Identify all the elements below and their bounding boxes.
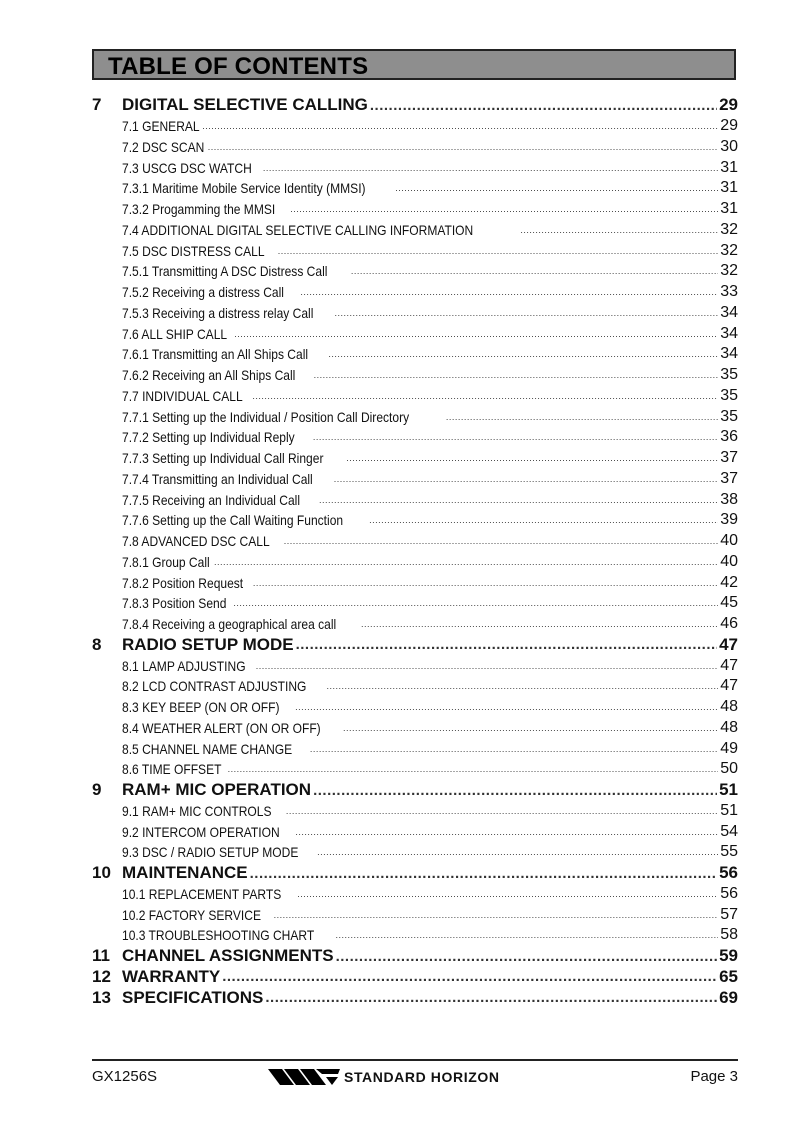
toc-entry-title: 7.3.1 Maritime Mobile Service Identity (MMSI) (122, 180, 366, 197)
toc-section-row (92, 323, 738, 344)
toc-chapter-number: 9 (92, 780, 102, 800)
toc-page-number: 56 (720, 884, 738, 902)
toc-dot-leader (343, 723, 718, 733)
footer-divider (92, 1059, 738, 1061)
toc-dot-leader (286, 806, 718, 816)
toc-entry-content (122, 221, 738, 239)
toc-dot-leader (278, 246, 718, 256)
toc-chapter-row (92, 946, 738, 967)
toc-entry-title: 8.3 KEY BEEP (ON OR OFF) (122, 699, 280, 716)
page-number: Page 3 (690, 1068, 738, 1085)
toc-chapter-row (92, 780, 738, 801)
toc-dot-leader (274, 910, 719, 920)
toc-page-number: 34 (720, 324, 738, 342)
toc-dot-leader (346, 453, 718, 463)
toc-page-number: 65 (719, 966, 738, 986)
toc-entry-content (122, 967, 738, 987)
toc-section-row (92, 386, 738, 407)
toc-entry-title: DIGITAL SELECTIVE CALLING (122, 95, 368, 115)
toc-entry-title: 7.6.1 Transmitting an All Ships Call (122, 346, 309, 363)
toc-entry-title: 7.6.2 Receiving an All Ships Call (122, 367, 296, 384)
toc-entry-title: 7.7.2 Setting up Individual Reply (122, 429, 295, 446)
toc-entry-title: 8.5 CHANNEL NAME CHANGE (122, 740, 293, 757)
toc-entry-content (122, 988, 738, 1008)
toc-entry-content (122, 657, 738, 675)
toc-section-row (92, 572, 738, 593)
toc-entry-content (122, 262, 738, 280)
toc-entry-content (122, 179, 738, 197)
toc-dot-leader (370, 97, 717, 114)
toc-entry-title: 7.7 INDIVIDUAL CALL (122, 387, 243, 404)
toc-entry-title: 7.5.1 Transmitting A DSC Distress Call (122, 263, 328, 280)
toc-dot-leader (336, 948, 718, 965)
toc-entry-content (122, 470, 738, 488)
toc-page-number: 54 (720, 822, 738, 840)
toc-dot-leader (253, 578, 718, 588)
toc-section-row (92, 365, 738, 386)
toc-section-row (92, 178, 738, 199)
toc-dot-leader (335, 308, 719, 318)
toc-dot-leader (295, 827, 718, 837)
toc-chapter-number: 7 (92, 95, 102, 115)
toc-section-row (92, 240, 738, 261)
toc-entry-title: 8.1 LAMP ADJUSTING (122, 657, 246, 674)
toc-section-row (92, 489, 738, 510)
toc-page-number: 35 (720, 366, 738, 384)
toc-dot-leader (395, 183, 718, 193)
toc-page-number: 59 (719, 946, 738, 966)
toc-section-row (92, 282, 738, 303)
toc-entry-title: 7.8.3 Position Send (122, 595, 227, 612)
toc-dot-leader (290, 204, 718, 214)
toc-section-row (92, 552, 738, 573)
toc-page-number: 34 (720, 303, 738, 321)
toc-entry-title: 7.8.4 Receiving a geographical area call (122, 616, 337, 633)
toc-dot-leader (300, 287, 718, 297)
toc-entry-content (122, 574, 738, 592)
toc-entry-content (122, 946, 738, 966)
toc-entry-content (122, 511, 738, 529)
toc-dot-leader (326, 681, 718, 691)
toc-entry-title: 8.2 LCD CONTRAST ADJUSTING (122, 678, 307, 695)
toc-chapter-number: 8 (92, 634, 102, 654)
toc-page-number: 34 (720, 345, 738, 363)
toc-dot-leader (336, 930, 719, 940)
toc-section-row (92, 137, 738, 158)
toc-section-row (92, 427, 738, 448)
toc-entry-title: 7.8.2 Position Request (122, 574, 244, 591)
toc-page-number: 29 (720, 117, 738, 135)
toc-entry-title: 9.2 INTERCOM OPERATION (122, 823, 280, 840)
toc-entry-title: 7.7.4 Transmitting an Individual Call (122, 470, 313, 487)
toc-page-number: 58 (720, 926, 738, 944)
toc-entry-content (122, 95, 738, 115)
toc-entry-title: 10.1 REPLACEMENT PARTS (122, 885, 282, 902)
table-of-contents (92, 95, 738, 1008)
toc-dot-leader (319, 495, 718, 505)
toc-section-row (92, 510, 738, 531)
toc-section-row (92, 199, 738, 220)
toc-entry-content (122, 304, 738, 322)
toc-page-number: 42 (720, 573, 738, 591)
toc-page-number: 35 (720, 386, 738, 404)
toc-chapter-number: 11 (92, 946, 110, 966)
toc-dot-leader (284, 536, 719, 546)
toc-entry-title: 9.1 RAM+ MIC CONTROLS (122, 802, 272, 819)
toc-entry-content (122, 387, 738, 405)
toc-dot-leader (233, 598, 718, 608)
toc-chapter-row (92, 635, 738, 656)
toc-entry-content (122, 863, 738, 883)
toc-section-row (92, 801, 738, 822)
toc-page-number: 51 (719, 780, 738, 800)
toc-entry-content (122, 677, 738, 695)
toc-entry-content (122, 926, 738, 944)
toc-page-number: 69 (719, 987, 738, 1007)
toc-entry-content (122, 138, 738, 156)
toc-dot-leader (520, 225, 718, 235)
toc-entry-content (122, 719, 738, 737)
toc-entry-content (122, 532, 738, 550)
toc-page-number: 31 (720, 200, 738, 218)
toc-entry-title: SPECIFICATIONS (122, 987, 264, 1007)
toc-dot-leader (295, 702, 718, 712)
toc-page-number: 51 (720, 801, 738, 819)
toc-page-number: 37 (720, 449, 738, 467)
toc-entry-content (122, 843, 738, 861)
toc-page-number: 55 (720, 843, 738, 861)
toc-page-number: 47 (720, 677, 738, 695)
toc-dot-leader (314, 370, 719, 380)
toc-section-row (92, 904, 738, 925)
standard-horizon-logo-icon (268, 1066, 340, 1088)
toc-dot-leader (214, 557, 718, 567)
toc-chapter-row (92, 863, 738, 884)
toc-section-row (92, 344, 738, 365)
toc-entry-content (122, 698, 738, 716)
toc-section-row (92, 925, 738, 946)
toc-entry-title: 9.3 DSC / RADIO SETUP MODE (122, 844, 299, 861)
toc-page-number: 29 (719, 95, 738, 115)
toc-dot-leader (234, 329, 718, 339)
toc-entry-title: 7.7.3 Setting up Individual Call Ringer (122, 450, 324, 467)
toc-entry-title: 7.5.2 Receiving a distress Call (122, 284, 284, 301)
toc-entry-content (122, 449, 738, 467)
toc-section-row (92, 261, 738, 282)
toc-entry-title: 7.5.3 Receiving a distress relay Call (122, 304, 314, 321)
toc-entry-title: WARRANTY (122, 966, 221, 986)
toc-section-row (92, 303, 738, 324)
toc-entry-content (122, 366, 738, 384)
toc-page-number: 35 (720, 407, 738, 425)
toc-entry-content (122, 615, 738, 633)
toc-section-row (92, 738, 738, 759)
toc-entry-title: 7.8.1 Group Call (122, 553, 210, 570)
toc-chapter-number: 13 (92, 987, 111, 1007)
toc-entry-content (122, 117, 738, 135)
toc-entry-title: 7.8 ADVANCED DSC CALL (122, 533, 270, 550)
toc-dot-leader (297, 889, 718, 899)
toc-page-number: 40 (720, 552, 738, 570)
brand-logo-group (268, 1066, 500, 1088)
toc-entry-content (122, 491, 738, 509)
toc-page-number: 31 (720, 158, 738, 176)
toc-dot-leader (351, 266, 718, 276)
toc-chapter-row (92, 95, 738, 116)
toc-page-number: 47 (719, 634, 738, 654)
toc-entry-content (122, 635, 738, 655)
toc-section-row (92, 220, 738, 241)
toc-dot-leader (250, 865, 717, 882)
toc-section-row (92, 842, 738, 863)
toc-entry-content (122, 780, 738, 800)
toc-entry-title: 7.7.6 Setting up the Call Waiting Function (122, 512, 344, 529)
toc-page-number: 37 (720, 469, 738, 487)
toc-entry-content (122, 242, 738, 260)
toc-dot-leader (310, 744, 718, 754)
toc-page-number: 32 (720, 262, 738, 280)
toc-dot-leader (263, 163, 718, 173)
toc-dot-leader (265, 989, 717, 1006)
toc-section-row (92, 759, 738, 780)
toc-dot-leader (317, 847, 718, 857)
toc-page-number: 31 (720, 179, 738, 197)
toc-section-row (92, 531, 738, 552)
toc-dot-leader (208, 142, 719, 152)
toc-entry-title: 7.4 ADDITIONAL DIGITAL SELECTIVE CALLING INFORMATION (122, 221, 474, 238)
toc-page-number: 40 (720, 532, 738, 550)
toc-page-number: 45 (720, 594, 738, 612)
toc-entry-content (122, 740, 738, 758)
toc-page-number: 48 (720, 698, 738, 716)
toc-section-row (92, 884, 738, 905)
toc-page-number: 50 (720, 760, 738, 778)
toc-section-row (92, 614, 738, 635)
toc-dot-leader (369, 515, 718, 525)
toc-entry-content (122, 408, 738, 426)
toc-section-row (92, 821, 738, 842)
brand-name: STANDARD HORIZON (344, 1069, 500, 1085)
toc-entry-title: 7.3.2 Progamming the MMSI (122, 201, 276, 218)
toc-entry-title: 8.6 TIME OFFSET (122, 761, 222, 778)
toc-chapter-number: 12 (92, 966, 111, 986)
toc-dot-leader (222, 968, 717, 985)
toc-entry-title: 10.2 FACTORY SERVICE (122, 906, 261, 923)
toc-section-row (92, 676, 738, 697)
toc-entry-title: 8.4 WEATHER ALERT (ON OR OFF) (122, 719, 321, 736)
toc-dot-leader (313, 432, 718, 442)
toc-page-number: 33 (720, 283, 738, 301)
toc-entry-content (122, 200, 738, 218)
toc-entry-title: 7.3 USCG DSC WATCH (122, 159, 252, 176)
toc-page-number: 56 (719, 863, 738, 883)
toc-page-number: 36 (720, 428, 738, 446)
toc-section-row (92, 718, 738, 739)
toc-section-row (92, 593, 738, 614)
toc-dot-leader (328, 349, 718, 359)
toc-page-number: 46 (720, 615, 738, 633)
toc-dot-leader (313, 782, 717, 799)
toc-dot-leader (228, 764, 719, 774)
toc-dot-leader (296, 636, 717, 653)
toc-dot-leader (252, 391, 718, 401)
toc-page-number: 32 (720, 241, 738, 259)
toc-chapter-row (92, 987, 738, 1008)
toc-entry-content (122, 802, 738, 820)
toc-entry-title: 7.7.5 Receiving an Individual Call (122, 491, 301, 508)
toc-page-number: 57 (720, 905, 738, 923)
toc-entry-content (122, 553, 738, 571)
toc-dot-leader (446, 412, 718, 422)
toc-page-number: 38 (720, 490, 738, 508)
toc-page-number: 39 (720, 511, 738, 529)
toc-entry-title: CHANNEL ASSIGNMENTS (122, 946, 334, 966)
toc-entry-title: RADIO SETUP MODE (122, 634, 294, 654)
toc-section-row (92, 448, 738, 469)
toc-entry-content (122, 885, 738, 903)
toc-entry-title: MAINTENANCE (122, 863, 248, 883)
toc-entry-content (122, 325, 738, 343)
toc-entry-content (122, 760, 738, 778)
toc-page-number: 32 (720, 220, 738, 238)
toc-section-row (92, 697, 738, 718)
toc-entry-title: 7.2 DSC SCAN (122, 138, 205, 155)
toc-entry-title: 7.6 ALL SHIP CALL (122, 325, 228, 342)
toc-dot-leader (334, 474, 718, 484)
toc-section-row (92, 116, 738, 137)
toc-header-bar (92, 49, 736, 80)
toc-dot-leader (202, 121, 718, 131)
toc-chapter-row (92, 967, 738, 988)
toc-dot-leader (256, 661, 719, 671)
toc-entry-title: 10.3 TROUBLESHOOTING CHART (122, 927, 315, 944)
toc-entry-content (122, 283, 738, 301)
footer-model: GX1256S (92, 1068, 158, 1085)
page-title: TABLE OF CONTENTS (108, 53, 369, 80)
toc-entry-content (122, 428, 738, 446)
toc-entry-title: RAM+ MIC OPERATION (122, 780, 312, 800)
toc-entry-title: 7.7.1 Setting up the Individual / Position Call Directory (122, 408, 410, 425)
toc-page-number: 47 (720, 656, 738, 674)
toc-entry-content (122, 345, 738, 363)
toc-entry-content (122, 906, 738, 924)
toc-section-row (92, 406, 738, 427)
toc-page-number: 48 (720, 718, 738, 736)
toc-entry-content (122, 594, 738, 612)
toc-dot-leader (361, 619, 718, 629)
toc-page-number: 49 (720, 739, 738, 757)
toc-page-number: 30 (720, 137, 738, 155)
toc-chapter-number: 10 (92, 863, 111, 883)
toc-entry-title: 7.1 GENERAL (122, 118, 200, 135)
toc-entry-title: 7.5 DSC DISTRESS CALL (122, 242, 265, 259)
toc-entry-content (122, 823, 738, 841)
toc-section-row (92, 469, 738, 490)
toc-entry-content (122, 159, 738, 177)
toc-section-row (92, 655, 738, 676)
toc-section-row (92, 157, 738, 178)
